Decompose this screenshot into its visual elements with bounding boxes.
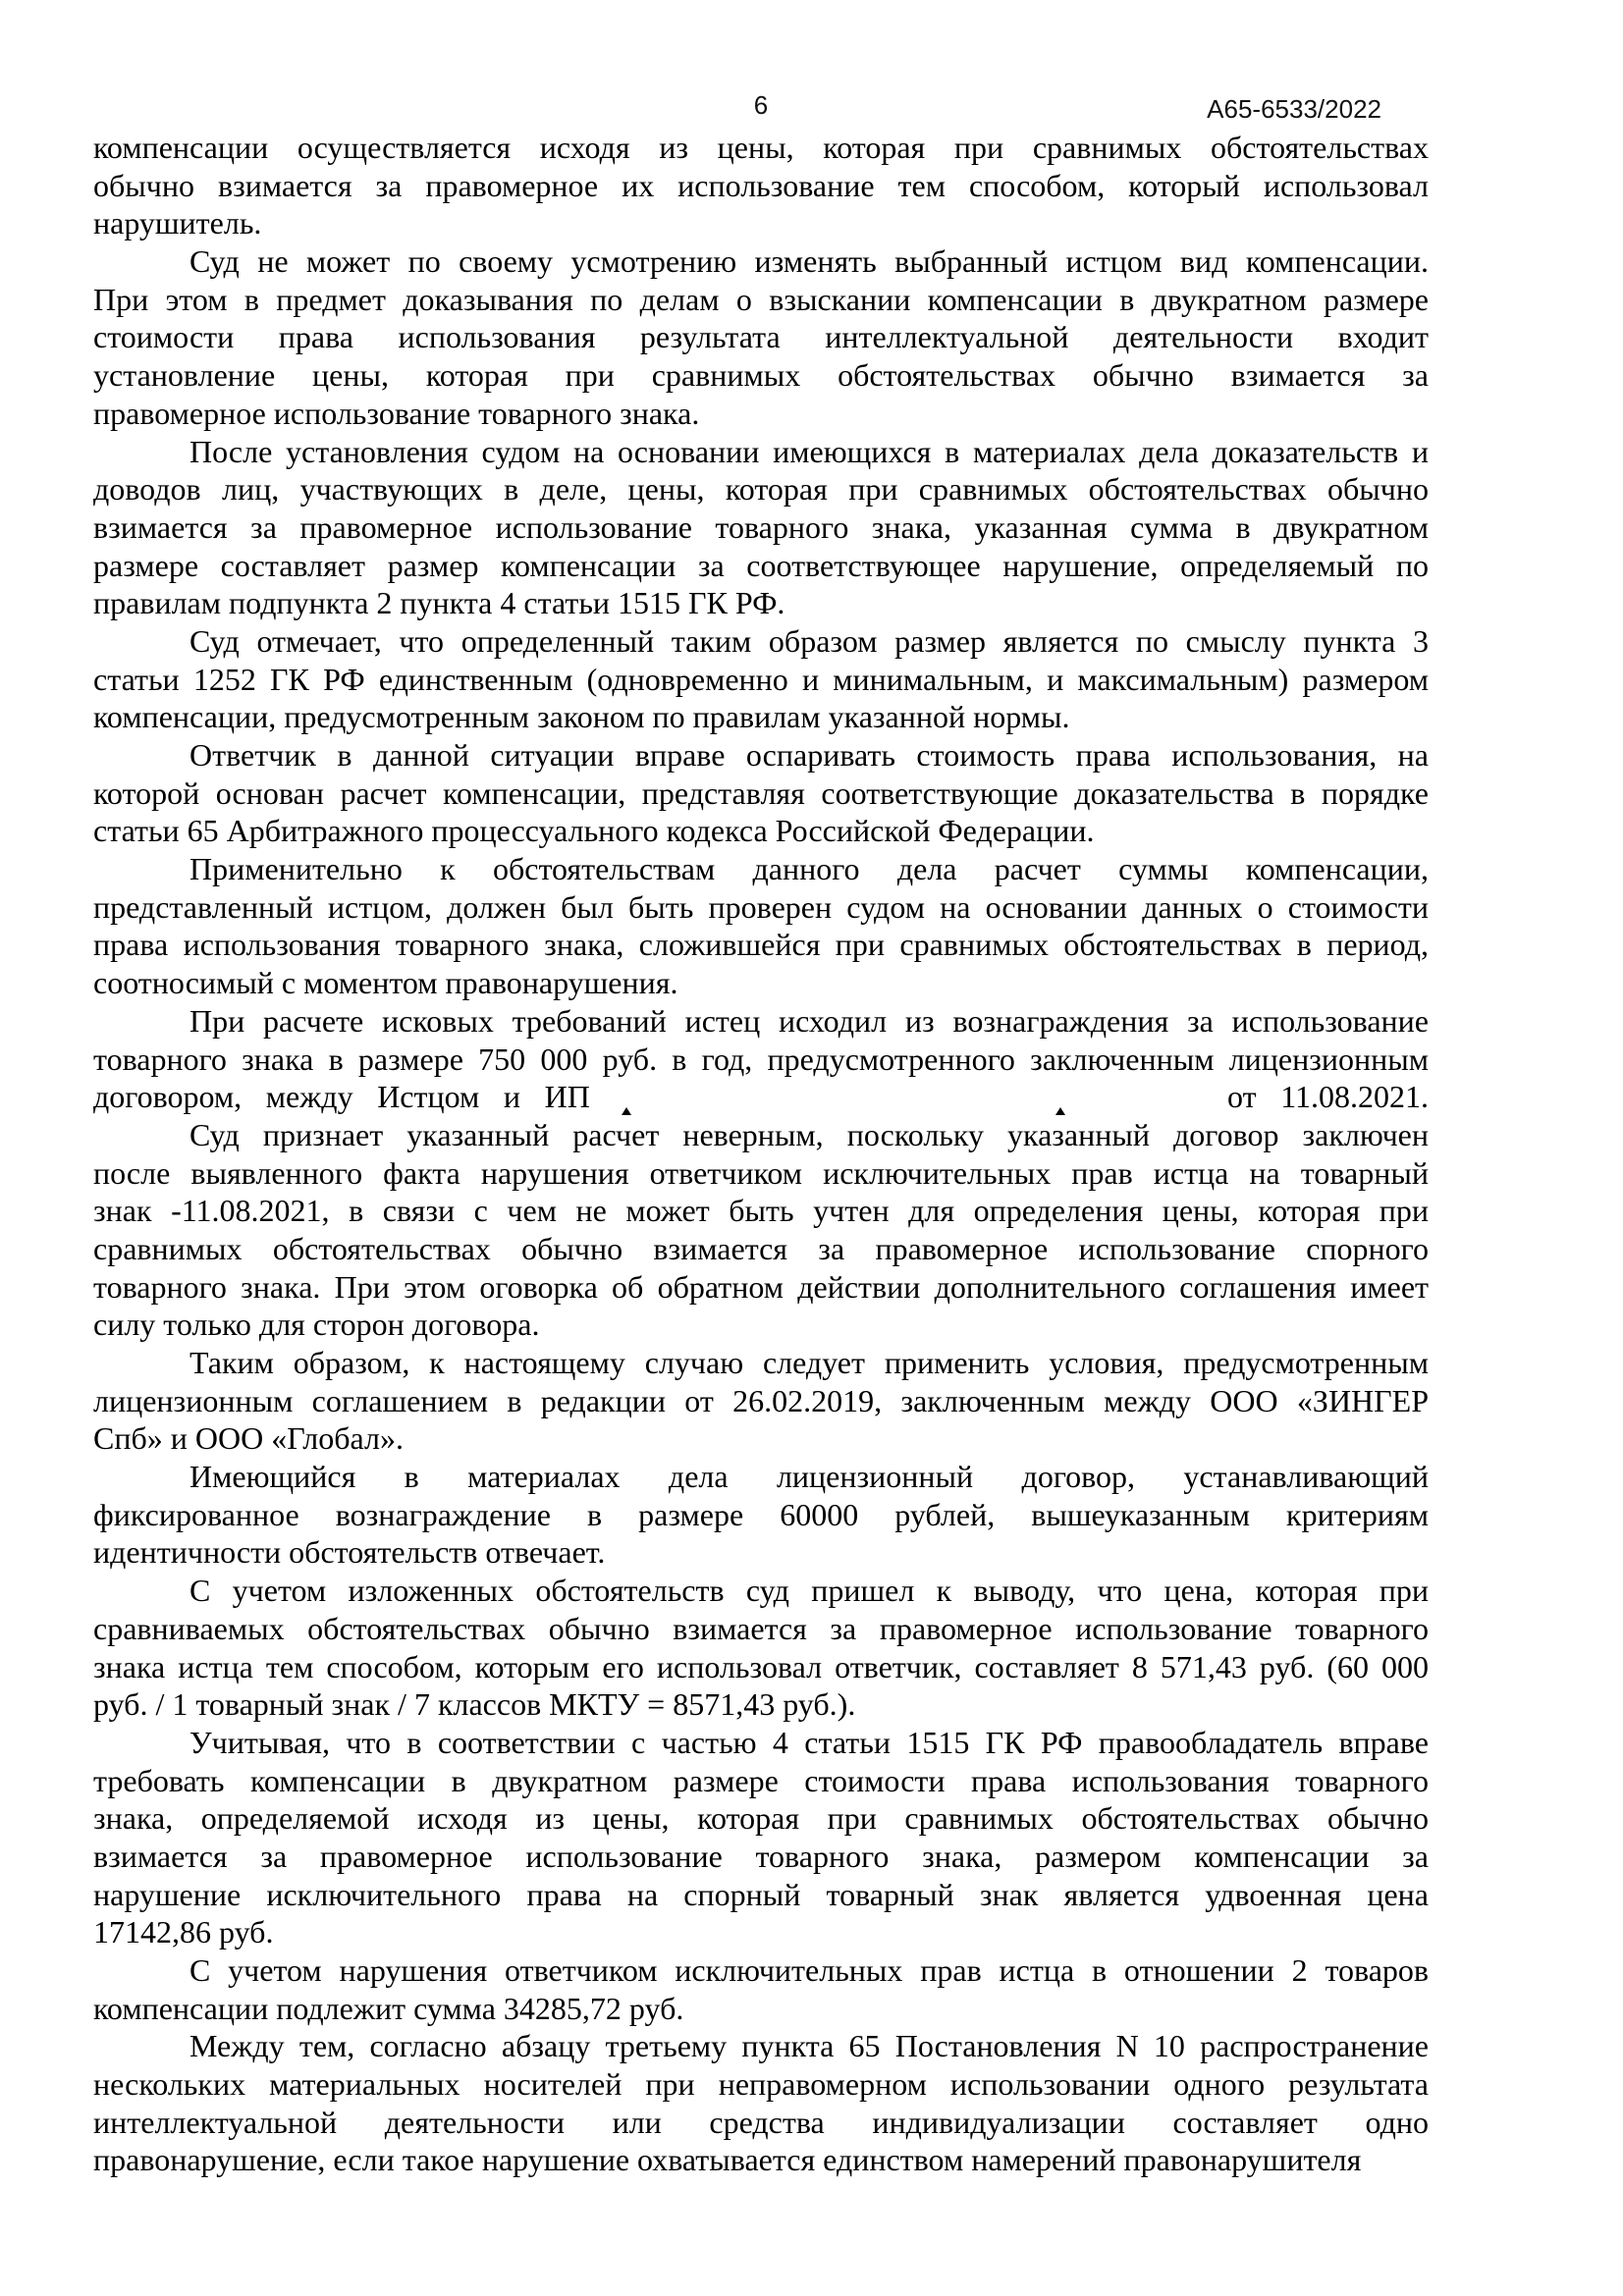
paragraph [93, 1724, 1429, 1951]
text-line: соотносимый с моментом правонарушения. [93, 965, 678, 1001]
text-line: идентичности обстоятельств отвечает. [93, 1534, 606, 1571]
text-line: лицензионным соглашением в редакции от 26.02.2019, заключенным между ООО «ЗИНГЕР [93, 1382, 1429, 1418]
text-line: требовать компенсации в двукратном размере стоимости права использования товарного [93, 1762, 1429, 1798]
text-line: фиксированное вознаграждение в размере 60000 рублей, вышеуказанным критериям [93, 1496, 1429, 1532]
text-line: товарного знака. При этом оговорка об обратном действии дополнительного соглашения имеет [93, 1268, 1429, 1305]
text-line: Таким образом, к настоящему случаю следует применить условия, предусмотренным [189, 1345, 1429, 1380]
text-line: Спб» и ООО «Глобал». [93, 1420, 404, 1457]
text-line: С учетом изложенных обстоятельств суд пришел к выводу, что цена, которая при [189, 1573, 1429, 1609]
paragraph [93, 242, 1429, 432]
text-line [93, 1078, 1429, 1116]
text-line: взимается за правомерное использование товарного знака, размером компенсации за [93, 1838, 1429, 1874]
text-line: компенсации, предусмотренным законом по правилам указанной нормы. [93, 699, 1070, 735]
text-line: Ответчик в данной ситуации вправе оспаривать стоимость права использования, на [189, 737, 1429, 773]
page-header [93, 90, 1429, 124]
paragraph [93, 433, 1429, 622]
paragraph [93, 1458, 1429, 1572]
paragraph [93, 850, 1429, 1002]
text-line: компенсации осуществляется исходя из цены, которая при сравнимых обстоятельствах [93, 130, 1429, 165]
text-line: нарушение исключительного права на спорный товарный знак является удвоенная цена [93, 1876, 1429, 1912]
text-line: С учетом нарушения ответчиком исключительных прав истца в отношении 2 товаров [189, 1952, 1429, 1988]
text-line: знак -11.08.2021, в связи с чем не может быть учтен для определения цены, которая при [93, 1193, 1429, 1229]
text-line: права использования товарного знака, сложившейся при сравнимых обстоятельствах в период, [93, 927, 1429, 963]
text-line: представленный истцом, должен был быть проверен судом на основании данных о стоимости [93, 888, 1429, 925]
text-line: Учитывая, что в соответствии с частью 4 статьи 1515 ГК РФ правообладатель вправе [189, 1724, 1429, 1760]
text-line: При расчете исковых требований истец исходил из вознаграждения за использование [189, 1002, 1429, 1039]
text-line: статьи 1252 ГК РФ единственным (одновременно и минимальным, и максимальным) размером [93, 661, 1429, 697]
text-line: обычно взимается за правомерное их использование тем способом, который использовал [93, 167, 1429, 203]
text-line: сравнимых обстоятельствах обычно взимается за правомерное использование спорного [93, 1230, 1429, 1266]
text-line: Суд отмечает, что определенный таким образом размер является по смыслу пункта 3 [189, 622, 1429, 659]
text-line: силу только для сторон договора. [93, 1307, 540, 1343]
redaction-artifact-mark [622, 1107, 631, 1115]
paragraph [93, 129, 1429, 242]
text-line: статьи 65 Арбитражного процессуального кодекса Российской Федерации. [93, 813, 1095, 849]
text-line: нарушитель. [93, 205, 262, 241]
paragraph [93, 1951, 1429, 2027]
text-line: После установления судом на основании имеющихся в материалах дела доказательств и [189, 433, 1429, 469]
text-line: взимается за правомерное использование товарного знака, указанная сумма в двукратном [93, 508, 1429, 545]
text-line: Между тем, согласно абзацу третьему пункта 65 Постановления N 10 распространение [189, 2028, 1429, 2064]
paragraph [93, 1344, 1429, 1458]
paragraph [93, 736, 1429, 850]
redacted-line-text-after: от 11.08.2021. [1227, 1079, 1430, 1115]
text-line: 17142,86 руб. [93, 1914, 274, 1950]
paragraph [93, 2027, 1429, 2179]
text-line: руб. / 1 товарный знак / 7 классов МКТУ = 8571,43 руб.). [93, 1686, 856, 1723]
text-line: При этом в предмет доказывания по делам о взыскании компенсации в двукратном размере [93, 281, 1429, 317]
text-line: которой основан расчет компенсации, представляя соответствующие доказательства в порядке [93, 774, 1429, 811]
text-line: правонарушение, если такое нарушение охватывается единством намерений правонарушителя [93, 2142, 1362, 2178]
text-line: установление цены, которая при сравнимых обстоятельствах обычно взимается за [93, 357, 1429, 394]
text-line: сравниваемых обстоятельствах обычно взимается за правомерное использование товарного [93, 1610, 1429, 1646]
text-line: Суд признает указанный расчет неверным, поскольку указанный договор заключен [189, 1116, 1429, 1152]
text-line: доводов лиц, участвующих в деле, цены, которая при сравнимых обстоятельствах обычно [93, 471, 1429, 507]
redaction-gap [614, 1105, 1203, 1107]
document-body [93, 129, 1429, 2179]
paragraph [93, 1572, 1429, 1724]
text-line: Имеющийся в материалах дела лицензионный договор, устанавливающий [189, 1459, 1429, 1495]
text-line: стоимости права использования результата интеллектуальной деятельности входит [93, 319, 1429, 355]
paragraph [93, 1002, 1429, 1116]
text-line: знака, определяемой исходя из цены, которая при сравнимых обстоятельствах обычно [93, 1800, 1429, 1837]
redacted-line-text-before: договором, между Истцом и ИП [93, 1079, 590, 1115]
case-number: А65-6533/2022 [1207, 94, 1381, 124]
text-line: размере составляет размер компенсации за соответствующее нарушение, определяемый по [93, 547, 1429, 583]
text-line: знака истца тем способом, которым его использовал ответчик, составляет 8 571,43 руб. (60 000 [93, 1648, 1429, 1684]
text-line: Суд не может по своему усмотрению изменять выбранный истцом вид компенсации. [189, 243, 1429, 280]
text-line: Применительно к обстоятельствам данного дела расчет суммы компенсации, [189, 851, 1429, 887]
text-line: правилам подпункта 2 пункта 4 статьи 1515 ГК РФ. [93, 585, 785, 621]
paragraph [93, 1116, 1429, 1344]
text-line: после выявленного факта нарушения ответчиком исключительных прав истца на товарный [93, 1154, 1429, 1191]
paragraph [93, 622, 1429, 736]
text-line: интеллектуальной деятельности или средства индивидуализации составляет одно [93, 2104, 1429, 2140]
redaction-artifact-mark [1055, 1107, 1065, 1115]
text-line: товарного знака в размере 750 000 руб. в год, предусмотренного заключенным лицензионным [93, 1041, 1429, 1077]
text-line: нескольких материальных носителей при неправомерном использовании одного результата [93, 2066, 1429, 2103]
text-line: правомерное использование товарного знака. [93, 395, 700, 431]
text-line: компенсации подлежит сумма 34285,72 руб. [93, 1990, 684, 2026]
page-number: 6 [753, 90, 769, 120]
